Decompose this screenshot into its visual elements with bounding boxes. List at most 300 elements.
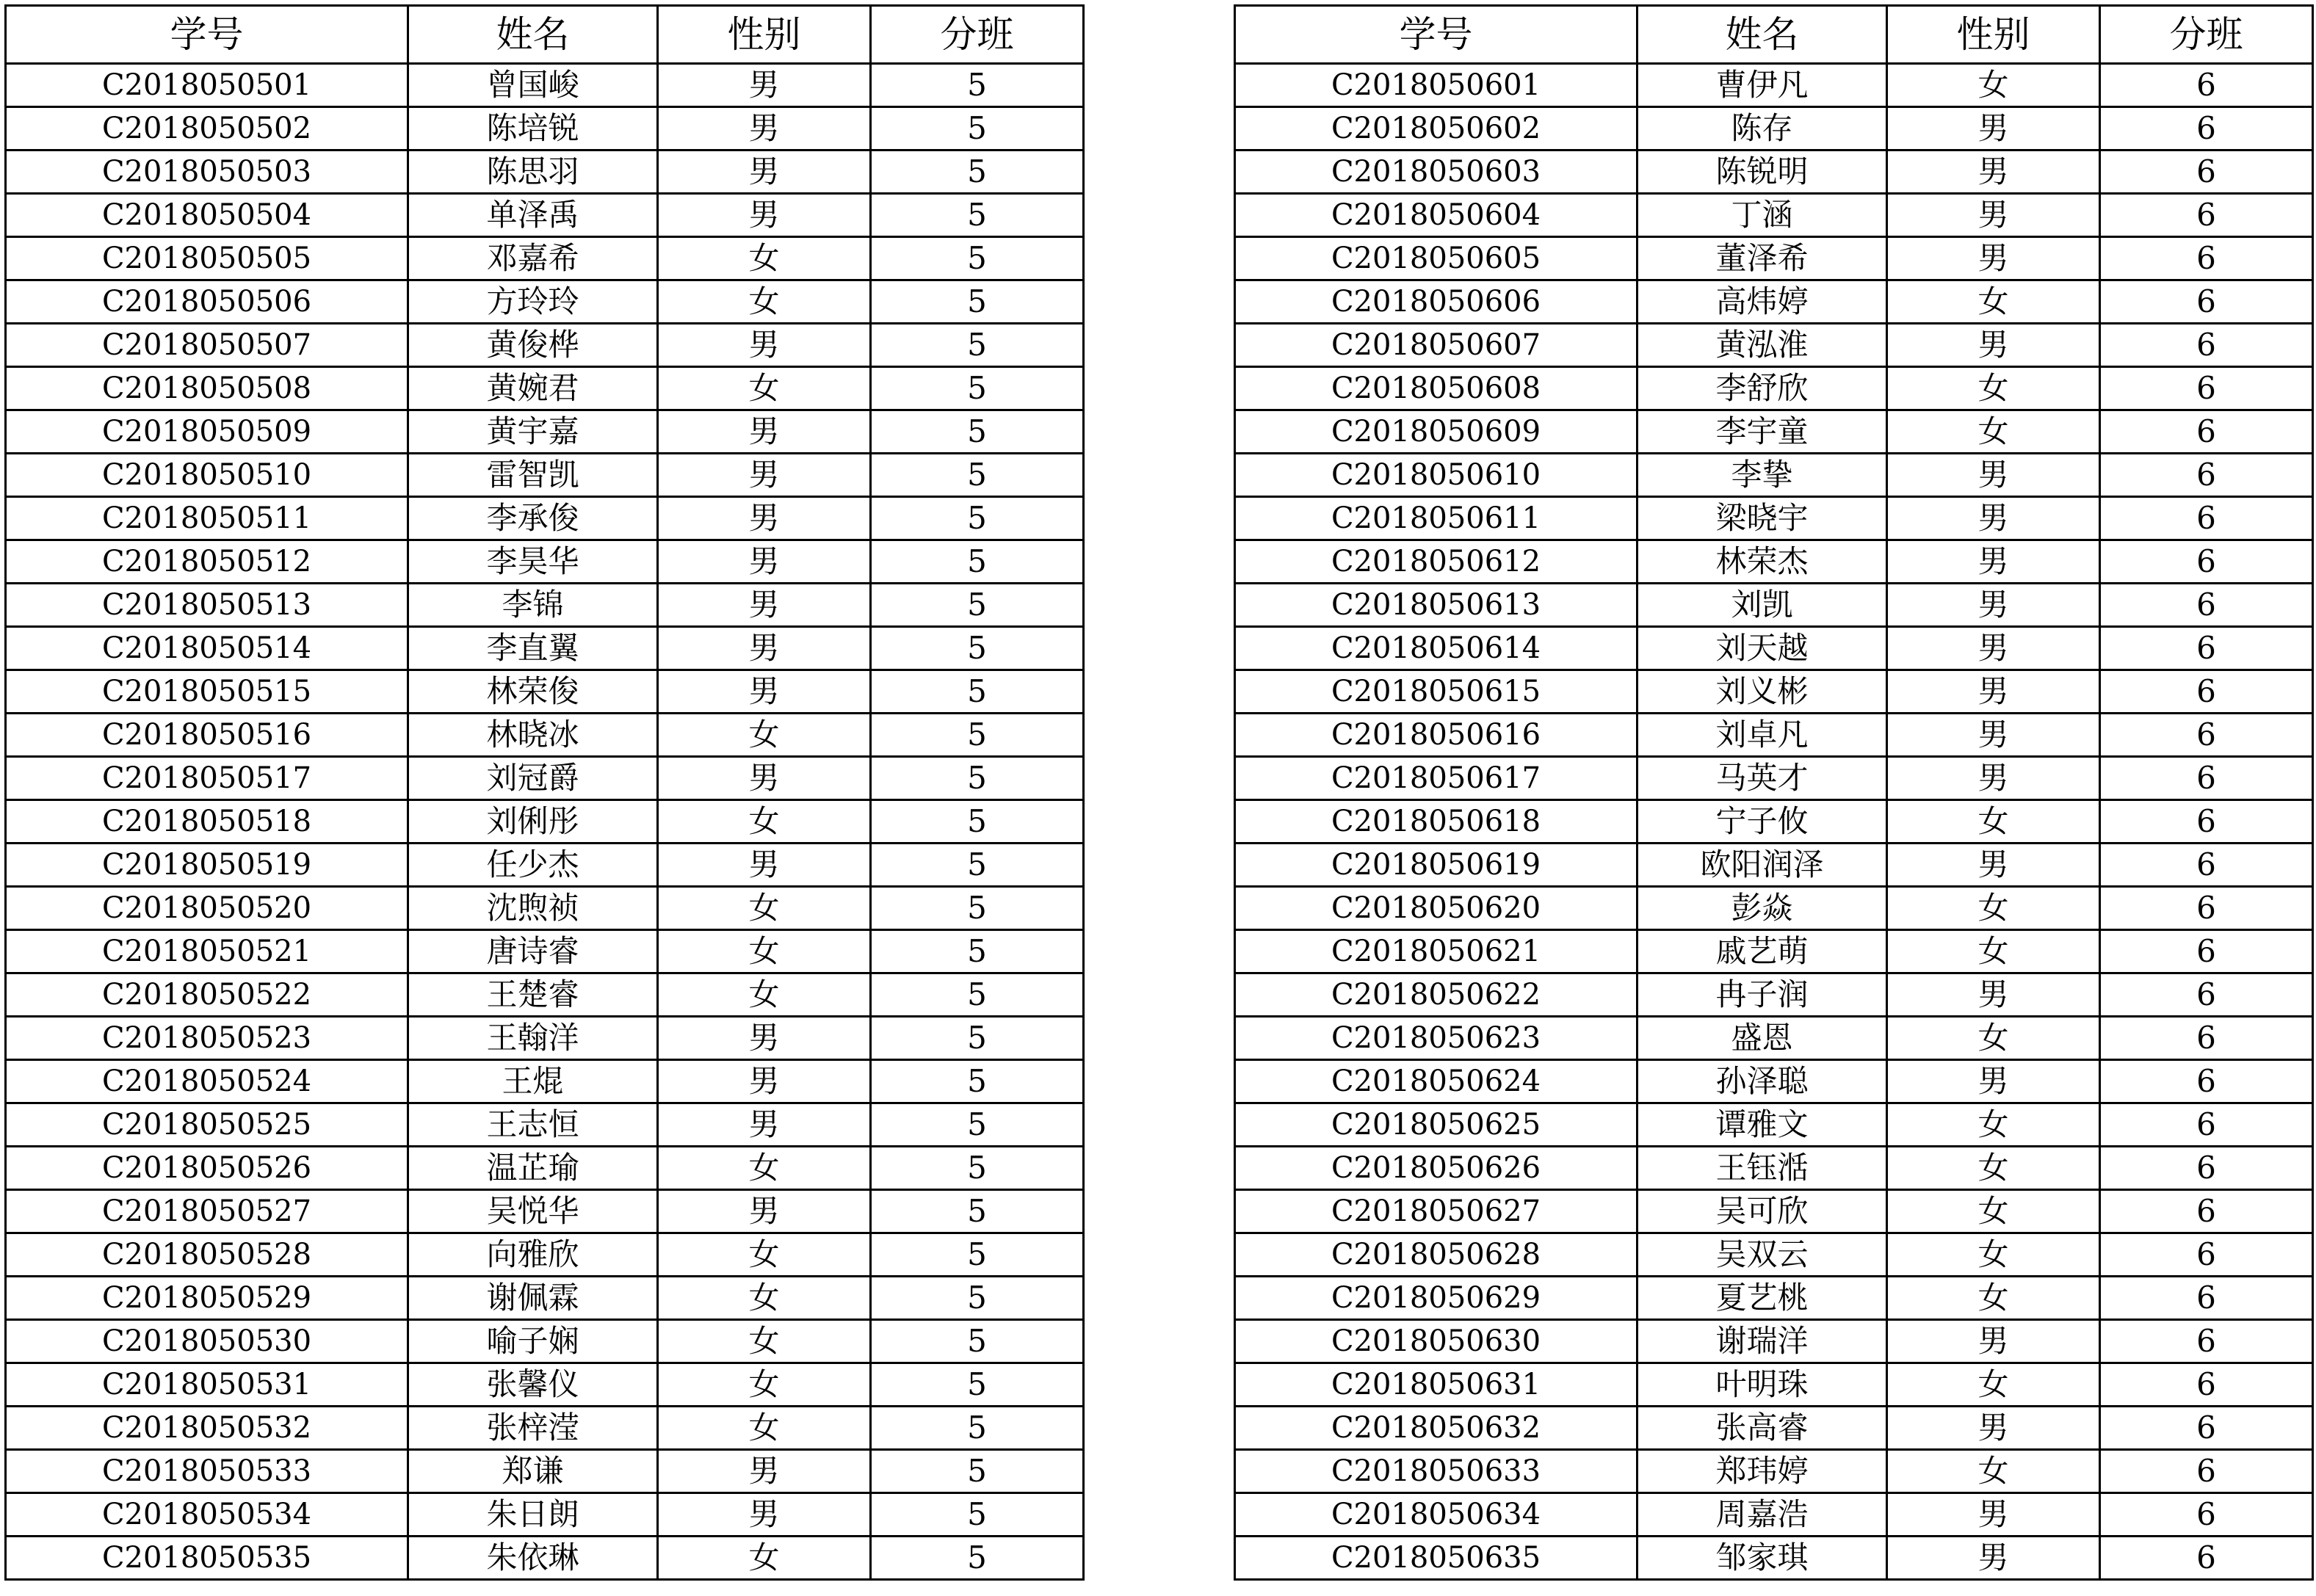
table-row	[6, 973, 1084, 1017]
gender-cell: 女	[1887, 64, 2100, 107]
gender-cell: 男	[1887, 627, 2100, 670]
class-cell: 5	[871, 410, 1084, 454]
table-row	[1235, 1017, 2313, 1060]
name-cell: 张高睿	[1638, 1407, 1887, 1450]
name-cell: 郑玮婷	[1638, 1450, 1887, 1493]
class-cell: 6	[2100, 1450, 2313, 1493]
table-row	[1235, 844, 2313, 887]
table-header	[6, 6, 1084, 64]
table-row	[1235, 280, 2313, 324]
table-row	[6, 930, 1084, 973]
gender-cell: 男	[658, 497, 871, 540]
student-id-cell: C2018050633	[1235, 1450, 1638, 1493]
gender-cell: 女	[1887, 1190, 2100, 1233]
table-row	[1235, 540, 2313, 584]
gender-cell: 男	[1887, 1060, 2100, 1103]
student-id-cell: C2018050529	[6, 1277, 408, 1320]
gender-cell: 女	[658, 367, 871, 410]
table-row	[1235, 237, 2313, 280]
class-cell: 5	[871, 1320, 1084, 1363]
student-id-cell: C2018050606	[1235, 280, 1638, 324]
class-cell: 5	[871, 1233, 1084, 1277]
class-cell: 6	[2100, 757, 2313, 800]
table-row	[1235, 150, 2313, 194]
name-cell: 周嘉浩	[1638, 1493, 1887, 1537]
table-row	[6, 627, 1084, 670]
table-row	[6, 410, 1084, 454]
name-cell: 曾国峻	[408, 64, 658, 107]
gender-cell: 男	[658, 844, 871, 887]
name-cell: 李锦	[408, 584, 658, 627]
class-cell: 6	[2100, 454, 2313, 497]
student-id-cell: C2018050525	[6, 1103, 408, 1147]
table-row	[6, 367, 1084, 410]
student-id-cell: C2018050603	[1235, 150, 1638, 194]
class-cell: 6	[2100, 930, 2313, 973]
table-row	[6, 107, 1084, 150]
name-cell: 刘冠爵	[408, 757, 658, 800]
gender-cell: 女	[1887, 280, 2100, 324]
table-row	[6, 1233, 1084, 1277]
gender-cell: 男	[658, 627, 871, 670]
name-cell: 黄婉君	[408, 367, 658, 410]
name-cell: 邓嘉希	[408, 237, 658, 280]
table-row	[6, 1363, 1084, 1407]
table-row	[6, 497, 1084, 540]
student-id-cell: C2018050617	[1235, 757, 1638, 800]
student-id-cell: C2018050618	[1235, 800, 1638, 844]
student-id-cell: C2018050511	[6, 497, 408, 540]
gender-cell: 女	[658, 887, 871, 930]
name-cell: 向雅欣	[408, 1233, 658, 1277]
name-cell: 喻子娴	[408, 1320, 658, 1363]
class-cell: 5	[871, 1450, 1084, 1493]
gender-cell: 女	[1887, 1363, 2100, 1407]
table-row	[6, 887, 1084, 930]
name-cell: 孙泽聪	[1638, 1060, 1887, 1103]
name-cell: 谢瑞洋	[1638, 1320, 1887, 1363]
gender-cell: 男	[1887, 1493, 2100, 1537]
gender-header: 性别	[658, 6, 871, 64]
class-cell: 5	[871, 150, 1084, 194]
table-row	[6, 194, 1084, 237]
gender-cell: 男	[658, 324, 871, 367]
class-cell: 5	[871, 1493, 1084, 1537]
table-row	[6, 1017, 1084, 1060]
table-row	[6, 1190, 1084, 1233]
gender-cell: 男	[658, 1190, 871, 1233]
name-cell: 陈思羽	[408, 150, 658, 194]
gender-cell: 男	[658, 150, 871, 194]
table-row	[1235, 194, 2313, 237]
table-row	[1235, 1277, 2313, 1320]
student-id-cell: C2018050522	[6, 973, 408, 1017]
table-row	[1235, 1060, 2313, 1103]
student-id-cell: C2018050601	[1235, 64, 1638, 107]
student-id-cell: C2018050518	[6, 800, 408, 844]
table-row	[1235, 410, 2313, 454]
class-cell: 6	[2100, 497, 2313, 540]
student-id-cell: C2018050523	[6, 1017, 408, 1060]
gender-cell: 男	[1887, 150, 2100, 194]
gender-header: 性别	[1887, 6, 2100, 64]
table-row	[6, 714, 1084, 757]
name-cell: 吴可欣	[1638, 1190, 1887, 1233]
name-cell: 黄泓淮	[1638, 324, 1887, 367]
name-cell: 朱日朗	[408, 1493, 658, 1537]
table-row	[6, 324, 1084, 367]
student-id-cell: C2018050629	[1235, 1277, 1638, 1320]
name-cell: 欧阳润泽	[1638, 844, 1887, 887]
gender-cell: 男	[658, 1493, 871, 1537]
student-id-cell: C2018050515	[6, 670, 408, 714]
table-row	[1235, 1147, 2313, 1190]
student-id-cell: C2018050610	[1235, 454, 1638, 497]
gender-cell: 女	[658, 280, 871, 324]
class-cell: 6	[2100, 64, 2313, 107]
student-id-cell: C2018050602	[1235, 107, 1638, 150]
table-row	[6, 1450, 1084, 1493]
name-header: 姓名	[408, 6, 658, 64]
name-cell: 彭焱	[1638, 887, 1887, 930]
table-row	[1235, 1493, 2313, 1537]
class-cell: 5	[871, 1190, 1084, 1233]
table-row	[6, 800, 1084, 844]
class-cell: 6	[2100, 410, 2313, 454]
gender-cell: 男	[658, 410, 871, 454]
class-cell: 5	[871, 497, 1084, 540]
table-row	[1235, 887, 2313, 930]
student-id-cell: C2018050626	[1235, 1147, 1638, 1190]
student-id-cell: C2018050625	[1235, 1103, 1638, 1147]
student-id-cell: C2018050607	[1235, 324, 1638, 367]
name-cell: 单泽禹	[408, 194, 658, 237]
table-row	[6, 280, 1084, 324]
student-id-cell: C2018050622	[1235, 973, 1638, 1017]
name-cell: 夏艺桃	[1638, 1277, 1887, 1320]
table-row	[6, 844, 1084, 887]
student-id-cell: C2018050501	[6, 64, 408, 107]
gender-cell: 女	[658, 930, 871, 973]
class-cell: 5	[871, 1060, 1084, 1103]
header-row	[1235, 6, 2313, 64]
class-cell: 6	[2100, 237, 2313, 280]
class-cell: 5	[871, 1277, 1084, 1320]
gender-cell: 女	[658, 1233, 871, 1277]
gender-cell: 男	[658, 1017, 871, 1060]
gender-cell: 男	[1887, 714, 2100, 757]
class-cell: 6	[2100, 1103, 2313, 1147]
gender-cell: 男	[1887, 1320, 2100, 1363]
student-id-cell: C2018050532	[6, 1407, 408, 1450]
class-cell: 6	[2100, 1060, 2313, 1103]
gender-cell: 男	[658, 107, 871, 150]
table-row	[1235, 1537, 2313, 1580]
name-cell: 李宇童	[1638, 410, 1887, 454]
student-id-cell: C2018050530	[6, 1320, 408, 1363]
class-cell: 5	[871, 454, 1084, 497]
student-id-cell: C2018050628	[1235, 1233, 1638, 1277]
student-id-cell: C2018050516	[6, 714, 408, 757]
class-cell: 6	[2100, 627, 2313, 670]
gender-cell: 女	[1887, 410, 2100, 454]
class-cell: 5	[871, 1147, 1084, 1190]
student-id-cell: C2018050509	[6, 410, 408, 454]
gender-cell: 男	[658, 64, 871, 107]
name-cell: 冉子润	[1638, 973, 1887, 1017]
class-cell: 5	[871, 670, 1084, 714]
class-cell: 5	[871, 973, 1084, 1017]
class-cell: 5	[871, 887, 1084, 930]
gender-cell: 女	[658, 1363, 871, 1407]
student-id-cell: C2018050624	[1235, 1060, 1638, 1103]
gender-cell: 男	[1887, 497, 2100, 540]
name-cell: 雷智凯	[408, 454, 658, 497]
name-cell: 李承俊	[408, 497, 658, 540]
table-row	[6, 454, 1084, 497]
student-id-cell: C2018050521	[6, 930, 408, 973]
student-id-header: 学号	[6, 6, 408, 64]
class-cell: 6	[2100, 1233, 2313, 1277]
student-id-cell: C2018050506	[6, 280, 408, 324]
class-cell: 6	[2100, 844, 2313, 887]
gender-cell: 女	[658, 1407, 871, 1450]
table-row	[1235, 1190, 2313, 1233]
class-cell: 6	[2100, 584, 2313, 627]
name-cell: 李昊华	[408, 540, 658, 584]
name-cell: 刘卓凡	[1638, 714, 1887, 757]
gender-cell: 女	[1887, 800, 2100, 844]
table-row	[1235, 107, 2313, 150]
name-cell: 吴悦华	[408, 1190, 658, 1233]
student-id-header: 学号	[1235, 6, 1638, 64]
gender-cell: 女	[1887, 1017, 2100, 1060]
table-row	[1235, 714, 2313, 757]
gender-cell: 男	[658, 584, 871, 627]
gender-cell: 男	[658, 1450, 871, 1493]
class-cell: 5	[871, 1017, 1084, 1060]
gender-cell: 男	[1887, 757, 2100, 800]
student-id-cell: C2018050630	[1235, 1320, 1638, 1363]
name-cell: 王焜	[408, 1060, 658, 1103]
gender-cell: 男	[658, 1103, 871, 1147]
name-cell: 宁子攸	[1638, 800, 1887, 844]
student-id-cell: C2018050620	[1235, 887, 1638, 930]
table-row	[6, 237, 1084, 280]
table-row	[6, 1493, 1084, 1537]
class-cell: 5	[871, 627, 1084, 670]
gender-cell: 男	[1887, 237, 2100, 280]
student-id-cell: C2018050505	[6, 237, 408, 280]
student-id-cell: C2018050519	[6, 844, 408, 887]
gender-cell: 男	[1887, 844, 2100, 887]
class-cell: 5	[871, 1363, 1084, 1407]
student-id-cell: C2018050609	[1235, 410, 1638, 454]
table-body	[1235, 64, 2313, 1580]
gender-cell: 女	[1887, 367, 2100, 410]
name-cell: 戚艺萌	[1638, 930, 1887, 973]
table-row	[1235, 1320, 2313, 1363]
name-cell: 丁涵	[1638, 194, 1887, 237]
table-row	[1235, 670, 2313, 714]
class-cell: 6	[2100, 540, 2313, 584]
class-cell: 6	[2100, 367, 2313, 410]
gender-cell: 女	[1887, 887, 2100, 930]
student-id-cell: C2018050619	[1235, 844, 1638, 887]
name-cell: 王楚睿	[408, 973, 658, 1017]
class-cell: 6	[2100, 1190, 2313, 1233]
student-id-cell: C2018050627	[1235, 1190, 1638, 1233]
table-row	[6, 1320, 1084, 1363]
gender-cell: 男	[1887, 973, 2100, 1017]
student-id-cell: C2018050616	[1235, 714, 1638, 757]
table-row	[1235, 1450, 2313, 1493]
table-row	[1235, 367, 2313, 410]
gender-cell: 女	[658, 714, 871, 757]
student-id-cell: C2018050531	[6, 1363, 408, 1407]
class-cell: 5	[871, 280, 1084, 324]
gender-cell: 男	[658, 194, 871, 237]
student-id-cell: C2018050524	[6, 1060, 408, 1103]
name-cell: 刘凯	[1638, 584, 1887, 627]
class-cell: 6	[2100, 1320, 2313, 1363]
gender-cell: 女	[658, 1277, 871, 1320]
gender-cell: 男	[1887, 540, 2100, 584]
student-id-cell: C2018050605	[1235, 237, 1638, 280]
gender-cell: 女	[658, 973, 871, 1017]
gender-cell: 男	[658, 1060, 871, 1103]
student-id-cell: C2018050604	[1235, 194, 1638, 237]
gender-cell: 男	[1887, 670, 2100, 714]
class-cell: 5	[871, 237, 1084, 280]
student-id-cell: C2018050504	[6, 194, 408, 237]
class-cell: 6	[2100, 973, 2313, 1017]
table-row	[6, 150, 1084, 194]
student-id-cell: C2018050507	[6, 324, 408, 367]
name-cell: 邹家琪	[1638, 1537, 1887, 1580]
name-cell: 张梓滢	[408, 1407, 658, 1450]
student-id-cell: C2018050621	[1235, 930, 1638, 973]
student-id-cell: C2018050533	[6, 1450, 408, 1493]
table-row	[1235, 1407, 2313, 1450]
gender-cell: 女	[1887, 1450, 2100, 1493]
table-row	[1235, 627, 2313, 670]
name-cell: 李直翼	[408, 627, 658, 670]
table-row	[1235, 584, 2313, 627]
student-id-cell: C2018050513	[6, 584, 408, 627]
class-cell: 5	[871, 1103, 1084, 1147]
table-row	[6, 757, 1084, 800]
student-id-cell: C2018050613	[1235, 584, 1638, 627]
name-cell: 王翰洋	[408, 1017, 658, 1060]
gender-cell: 女	[1887, 1277, 2100, 1320]
table-row	[1235, 1103, 2313, 1147]
class-cell: 6	[2100, 1493, 2313, 1537]
gender-cell: 男	[1887, 324, 2100, 367]
gender-cell: 女	[1887, 930, 2100, 973]
name-cell: 谢佩霖	[408, 1277, 658, 1320]
table-row	[6, 670, 1084, 714]
name-cell: 叶明珠	[1638, 1363, 1887, 1407]
class-cell: 6	[2100, 107, 2313, 150]
name-cell: 黄俊桦	[408, 324, 658, 367]
class-cell: 5	[871, 367, 1084, 410]
table-row	[6, 1407, 1084, 1450]
table-row	[1235, 930, 2313, 973]
class-cell: 5	[871, 1407, 1084, 1450]
table-row	[1235, 454, 2313, 497]
student-id-cell: C2018050634	[1235, 1493, 1638, 1537]
name-cell: 唐诗睿	[408, 930, 658, 973]
name-header: 姓名	[1638, 6, 1887, 64]
name-cell: 林荣俊	[408, 670, 658, 714]
name-cell: 谭雅文	[1638, 1103, 1887, 1147]
gender-cell: 男	[1887, 454, 2100, 497]
table-row	[6, 1277, 1084, 1320]
student-id-cell: C2018050631	[1235, 1363, 1638, 1407]
table-row	[1235, 64, 2313, 107]
gender-cell: 男	[658, 454, 871, 497]
class-cell: 5	[871, 584, 1084, 627]
class-cell: 6	[2100, 670, 2313, 714]
class-header: 分班	[871, 6, 1084, 64]
class-header: 分班	[2100, 6, 2313, 64]
class-cell: 6	[2100, 1363, 2313, 1407]
class-cell: 5	[871, 64, 1084, 107]
name-cell: 盛恩	[1638, 1017, 1887, 1060]
gender-cell: 女	[658, 237, 871, 280]
table-row	[6, 1537, 1084, 1580]
name-cell: 李舒欣	[1638, 367, 1887, 410]
name-cell: 李挚	[1638, 454, 1887, 497]
gender-cell: 男	[1887, 584, 2100, 627]
gender-cell: 男	[1887, 107, 2100, 150]
student-id-cell: C2018050623	[1235, 1017, 1638, 1060]
student-id-cell: C2018050520	[6, 887, 408, 930]
name-cell: 张馨仪	[408, 1363, 658, 1407]
student-id-cell: C2018050632	[1235, 1407, 1638, 1450]
student-id-cell: C2018050503	[6, 150, 408, 194]
student-id-cell: C2018050535	[6, 1537, 408, 1580]
name-cell: 王钰湉	[1638, 1147, 1887, 1190]
gender-cell: 男	[658, 670, 871, 714]
class-cell: 6	[2100, 324, 2313, 367]
class-cell: 6	[2100, 1537, 2313, 1580]
name-cell: 吴双云	[1638, 1233, 1887, 1277]
student-id-cell: C2018050527	[6, 1190, 408, 1233]
name-cell: 曹伊凡	[1638, 64, 1887, 107]
class-6-roster-table	[1234, 4, 2314, 1581]
class-cell: 6	[2100, 150, 2313, 194]
name-cell: 马英才	[1638, 757, 1887, 800]
class-cell: 6	[2100, 887, 2313, 930]
gender-cell: 男	[1887, 194, 2100, 237]
gender-cell: 男	[658, 540, 871, 584]
name-cell: 陈存	[1638, 107, 1887, 150]
table-row	[6, 584, 1084, 627]
table-row	[1235, 324, 2313, 367]
table-row	[6, 540, 1084, 584]
table-row	[1235, 1233, 2313, 1277]
student-id-cell: C2018050635	[1235, 1537, 1638, 1580]
class-cell: 5	[871, 324, 1084, 367]
name-cell: 董泽希	[1638, 237, 1887, 280]
class-cell: 6	[2100, 1407, 2313, 1450]
class-cell: 5	[871, 107, 1084, 150]
student-id-cell: C2018050502	[6, 107, 408, 150]
table-row	[1235, 973, 2313, 1017]
table-body	[6, 64, 1084, 1580]
